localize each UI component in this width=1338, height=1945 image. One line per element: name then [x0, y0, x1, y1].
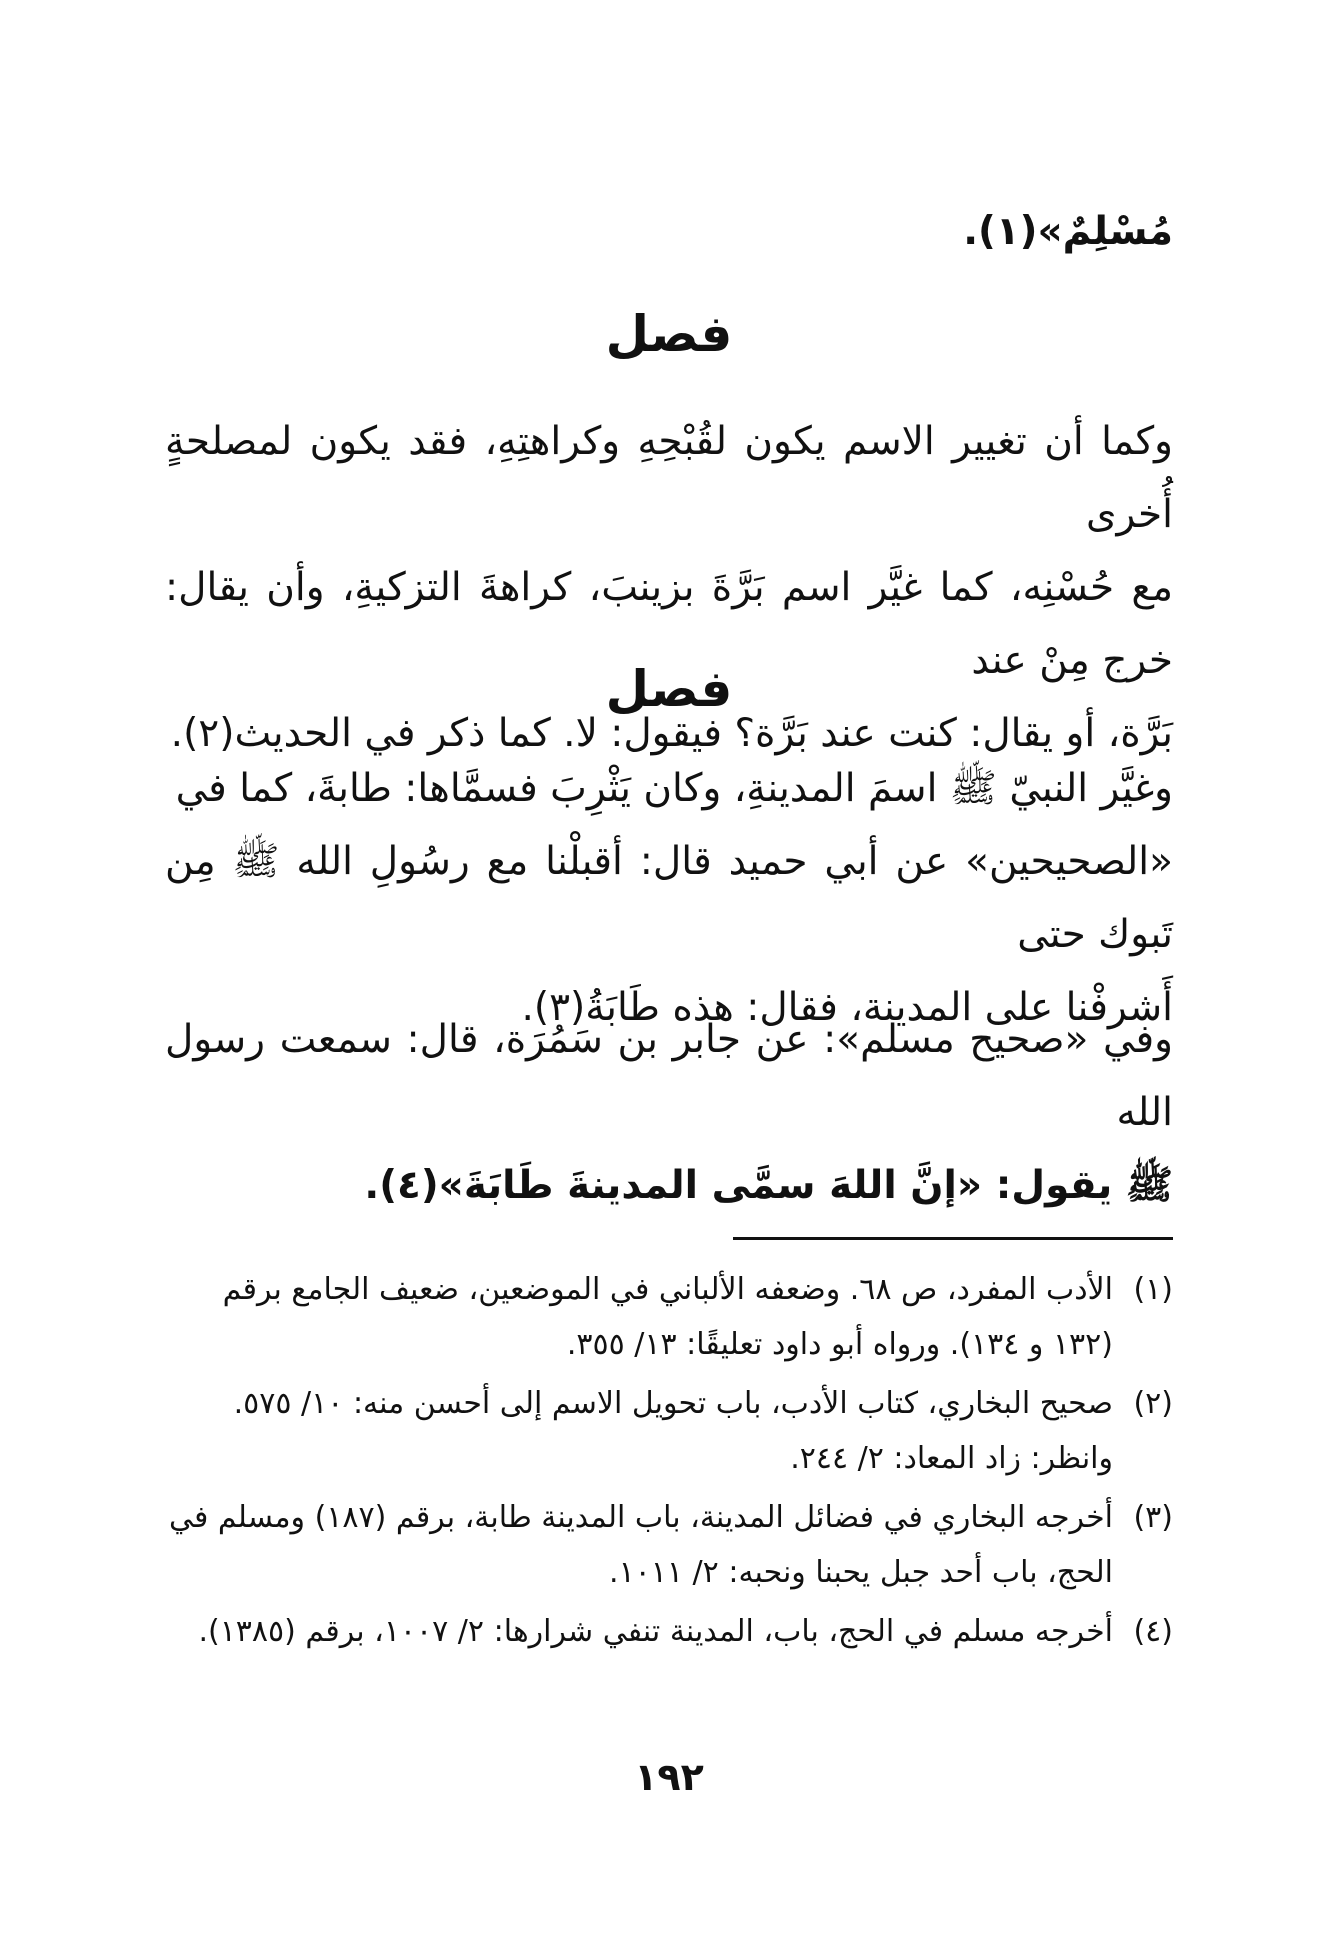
top-fragment-block — [165, 195, 1173, 268]
footnote-text — [165, 1604, 1113, 1659]
paragraph-line: وكما أن تغيير الاسم يكون لقُبْحِهِ وكراهتِهِ، فقد يكون لمصلحةٍ أُخرى — [165, 419, 1173, 537]
footnote-number: (١) — [1133, 1272, 1173, 1307]
section-2-paragraph-1 — [165, 752, 1173, 1044]
footnote-line: الأدب المفرد، ص ٦٨. وضعفه الألباني في الموضعين، ضعيف الجامع برقم — [222, 1272, 1113, 1307]
paragraph-line: بَرَّة، أو يقال: كنت عند بَرَّة؟ فيقول: لا. كما ذكر في الحديث(٢). — [170, 711, 1173, 756]
footnote-line: أخرجه البخاري في فضائل المدينة، باب المدينة طابة، برقم (١٨٧) ومسلم في — [168, 1500, 1113, 1535]
footnote-line: وانظر: زاد المعاد: ٢/ ٢٤٤. — [790, 1441, 1113, 1476]
footnote-text — [165, 1262, 1113, 1372]
footnotes — [165, 1262, 1173, 1663]
footnote-text — [165, 1376, 1113, 1486]
paragraph-line: وغيَّر النبيّ ﷺ اسمَ المدينةِ، وكان يَثْرِبَ فسمَّاها: طابةَ، كما في — [175, 766, 1173, 811]
footnote-4 — [165, 1604, 1173, 1659]
footnote-text — [165, 1490, 1113, 1600]
footnote-line: (١٣٢ و ١٣٤). ورواه أبو داود تعليقًا: ١٣/ ٣٥٥. — [566, 1327, 1113, 1362]
section-heading-1: فصل — [605, 305, 733, 363]
paragraph-line: ﷺ يقول: «إنَّ اللهَ سمَّى المدينةَ طَابَةَ»(٤). — [364, 1163, 1173, 1208]
footnote-number: (٢) — [1133, 1386, 1173, 1421]
footnote-separator — [733, 1237, 1173, 1240]
section-heading-2: فصل — [605, 660, 733, 718]
footnote-line: الحج، باب أحد جبل يحبنا ونحبه: ٢/ ١٠١١. — [609, 1555, 1113, 1590]
footnote-number: (٤) — [1133, 1614, 1173, 1649]
footnote-2 — [165, 1376, 1173, 1486]
footnote-3 — [165, 1490, 1173, 1600]
top-fragment: مُسْلِمٌ»(١). — [963, 209, 1173, 254]
footnote-line: صحيح البخاري، كتاب الأدب، باب تحويل الاسم إلى أحسن منه: ١٠/ ٥٧٥. — [233, 1386, 1113, 1421]
page-number: ١٩٢ — [634, 1755, 704, 1799]
paragraph-line: مع حُسْنِه، كما غيَّر اسم بَرَّةَ بزينبَ، كراهةَ التزكيةِ، وأن يقال: خرج مِنْ عند — [165, 565, 1173, 683]
footnote-number: (٣) — [1133, 1500, 1173, 1535]
paragraph-line: أَشرفْنا على المدينة، فقال: هذه طَابَةُ(٣). — [521, 985, 1173, 1030]
footnote-line: أخرجه مسلم في الحج، باب، المدينة تنفي شرارها: ٢/ ١٠٠٧، برقم (١٣٨٥). — [198, 1614, 1113, 1649]
paragraph-line: «الصحيحين» عن أبي حميد قال: أقبلْنا مع رسُولِ الله ﷺ مِن تَبوك حتى — [165, 839, 1173, 957]
footnote-1 — [165, 1262, 1173, 1372]
paragraph-line: وفي «صحيح مسلم»: عن جابر بن سَمُرَة، قال: سمعت رسول الله — [165, 1017, 1173, 1135]
section-2-paragraph-2 — [165, 1003, 1173, 1222]
